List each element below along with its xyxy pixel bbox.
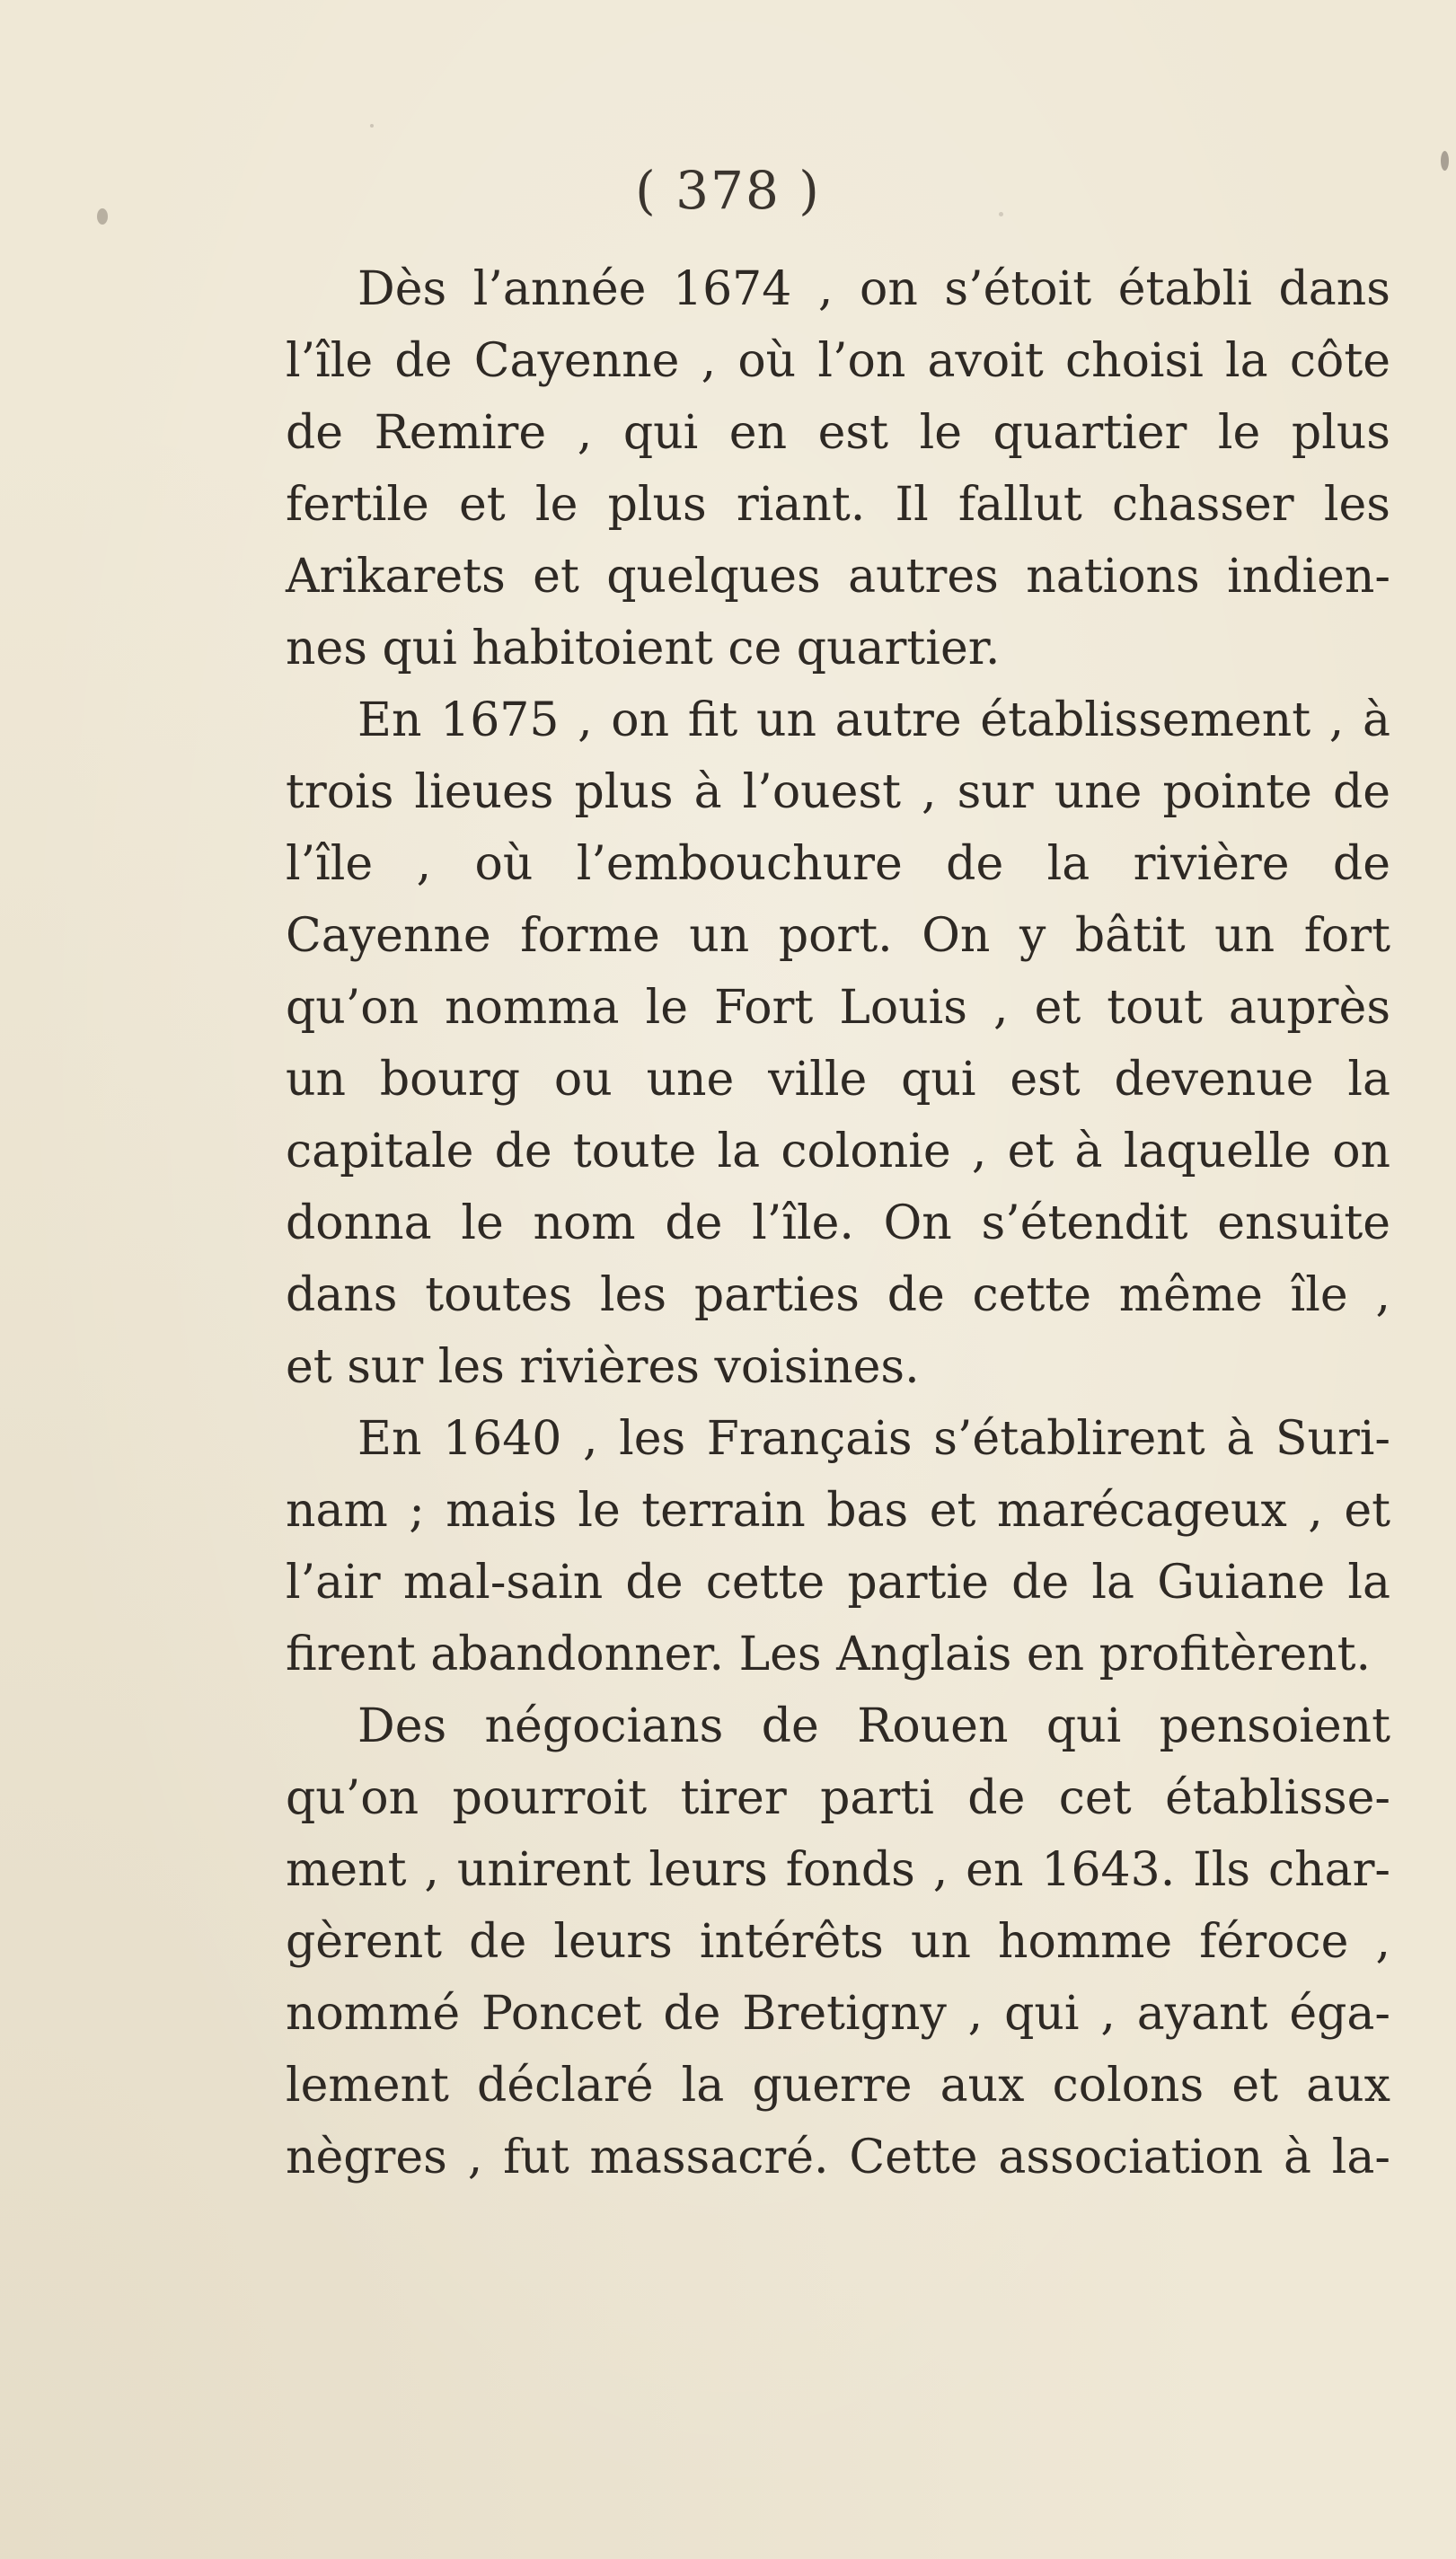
text-line: et sur les rivières voisines. <box>286 1340 920 1394</box>
text-line: trois lieues plus à l’ouest , sur une pointe de <box>286 765 1390 819</box>
page-number: ( 378 ) <box>635 160 821 221</box>
text-line: Des négocians de Rouen qui pensoient <box>357 1699 1390 1753</box>
text-line: firent abandonner. Les Anglais en profitèrent. <box>286 1628 1372 1681</box>
text-line: l’île de Cayenne , où l’on avoit choisi la côte <box>286 334 1390 388</box>
text-line: fertile et le plus riant. Il fallut chasser les <box>286 478 1390 532</box>
text-line: gèrent de leurs intérêts un homme féroce , <box>286 1915 1390 1969</box>
text-line: dans toutes les parties de cette même île , <box>286 1268 1390 1322</box>
paper-speck <box>999 212 1003 216</box>
text-line: nommé Poncet de Bretigny , qui , ayant éga- <box>286 1987 1390 2041</box>
text-line: ment , unirent leurs fonds , en 1643. Ils char- <box>286 1843 1390 1897</box>
text-line: qu’on pourroit tirer parti de cet établisse- <box>286 1771 1390 1825</box>
text-line: Dès l’année 1674 , on s’étoit établi dans <box>357 262 1390 316</box>
text-line: nes qui habitoient ce quartier. <box>286 622 1001 675</box>
text-line: qu’on nomma le Fort Louis , et tout auprès <box>286 981 1390 1035</box>
text-line: l’île , où l’embouchure de la rivière de <box>286 837 1390 891</box>
text-line: Arikarets et quelques autres nations indien- <box>286 550 1390 604</box>
text-line: En 1675 , on fit un autre établissement , à <box>357 693 1390 747</box>
text-line: nam ; mais le terrain bas et marécageux , et <box>286 1484 1390 1538</box>
text-line: nègres , fut massacré. Cette association à la- <box>286 2131 1390 2184</box>
text-line: de Remire , qui en est le quartier le plus <box>286 406 1390 460</box>
paper-speck <box>370 124 374 128</box>
text-line: un bourg ou une ville qui est devenue la <box>286 1053 1390 1107</box>
text-line: lement déclaré la guerre aux colons et aux <box>286 2059 1390 2113</box>
text-line: capitale de toute la colonie , et à laquelle on <box>286 1125 1390 1178</box>
paper-speck <box>1441 151 1449 171</box>
text-line: En 1640 , les Français s’établirent à Suri- <box>357 1412 1390 1466</box>
paper-speck <box>97 208 108 225</box>
text-line: Cayenne forme un port. On y bâtit un fort <box>286 909 1390 963</box>
text-line: l’air mal-sain de cette partie de la Guiane la <box>286 1556 1390 1610</box>
text-line: donna le nom de l’île. On s’étendit ensuite <box>286 1196 1390 1250</box>
